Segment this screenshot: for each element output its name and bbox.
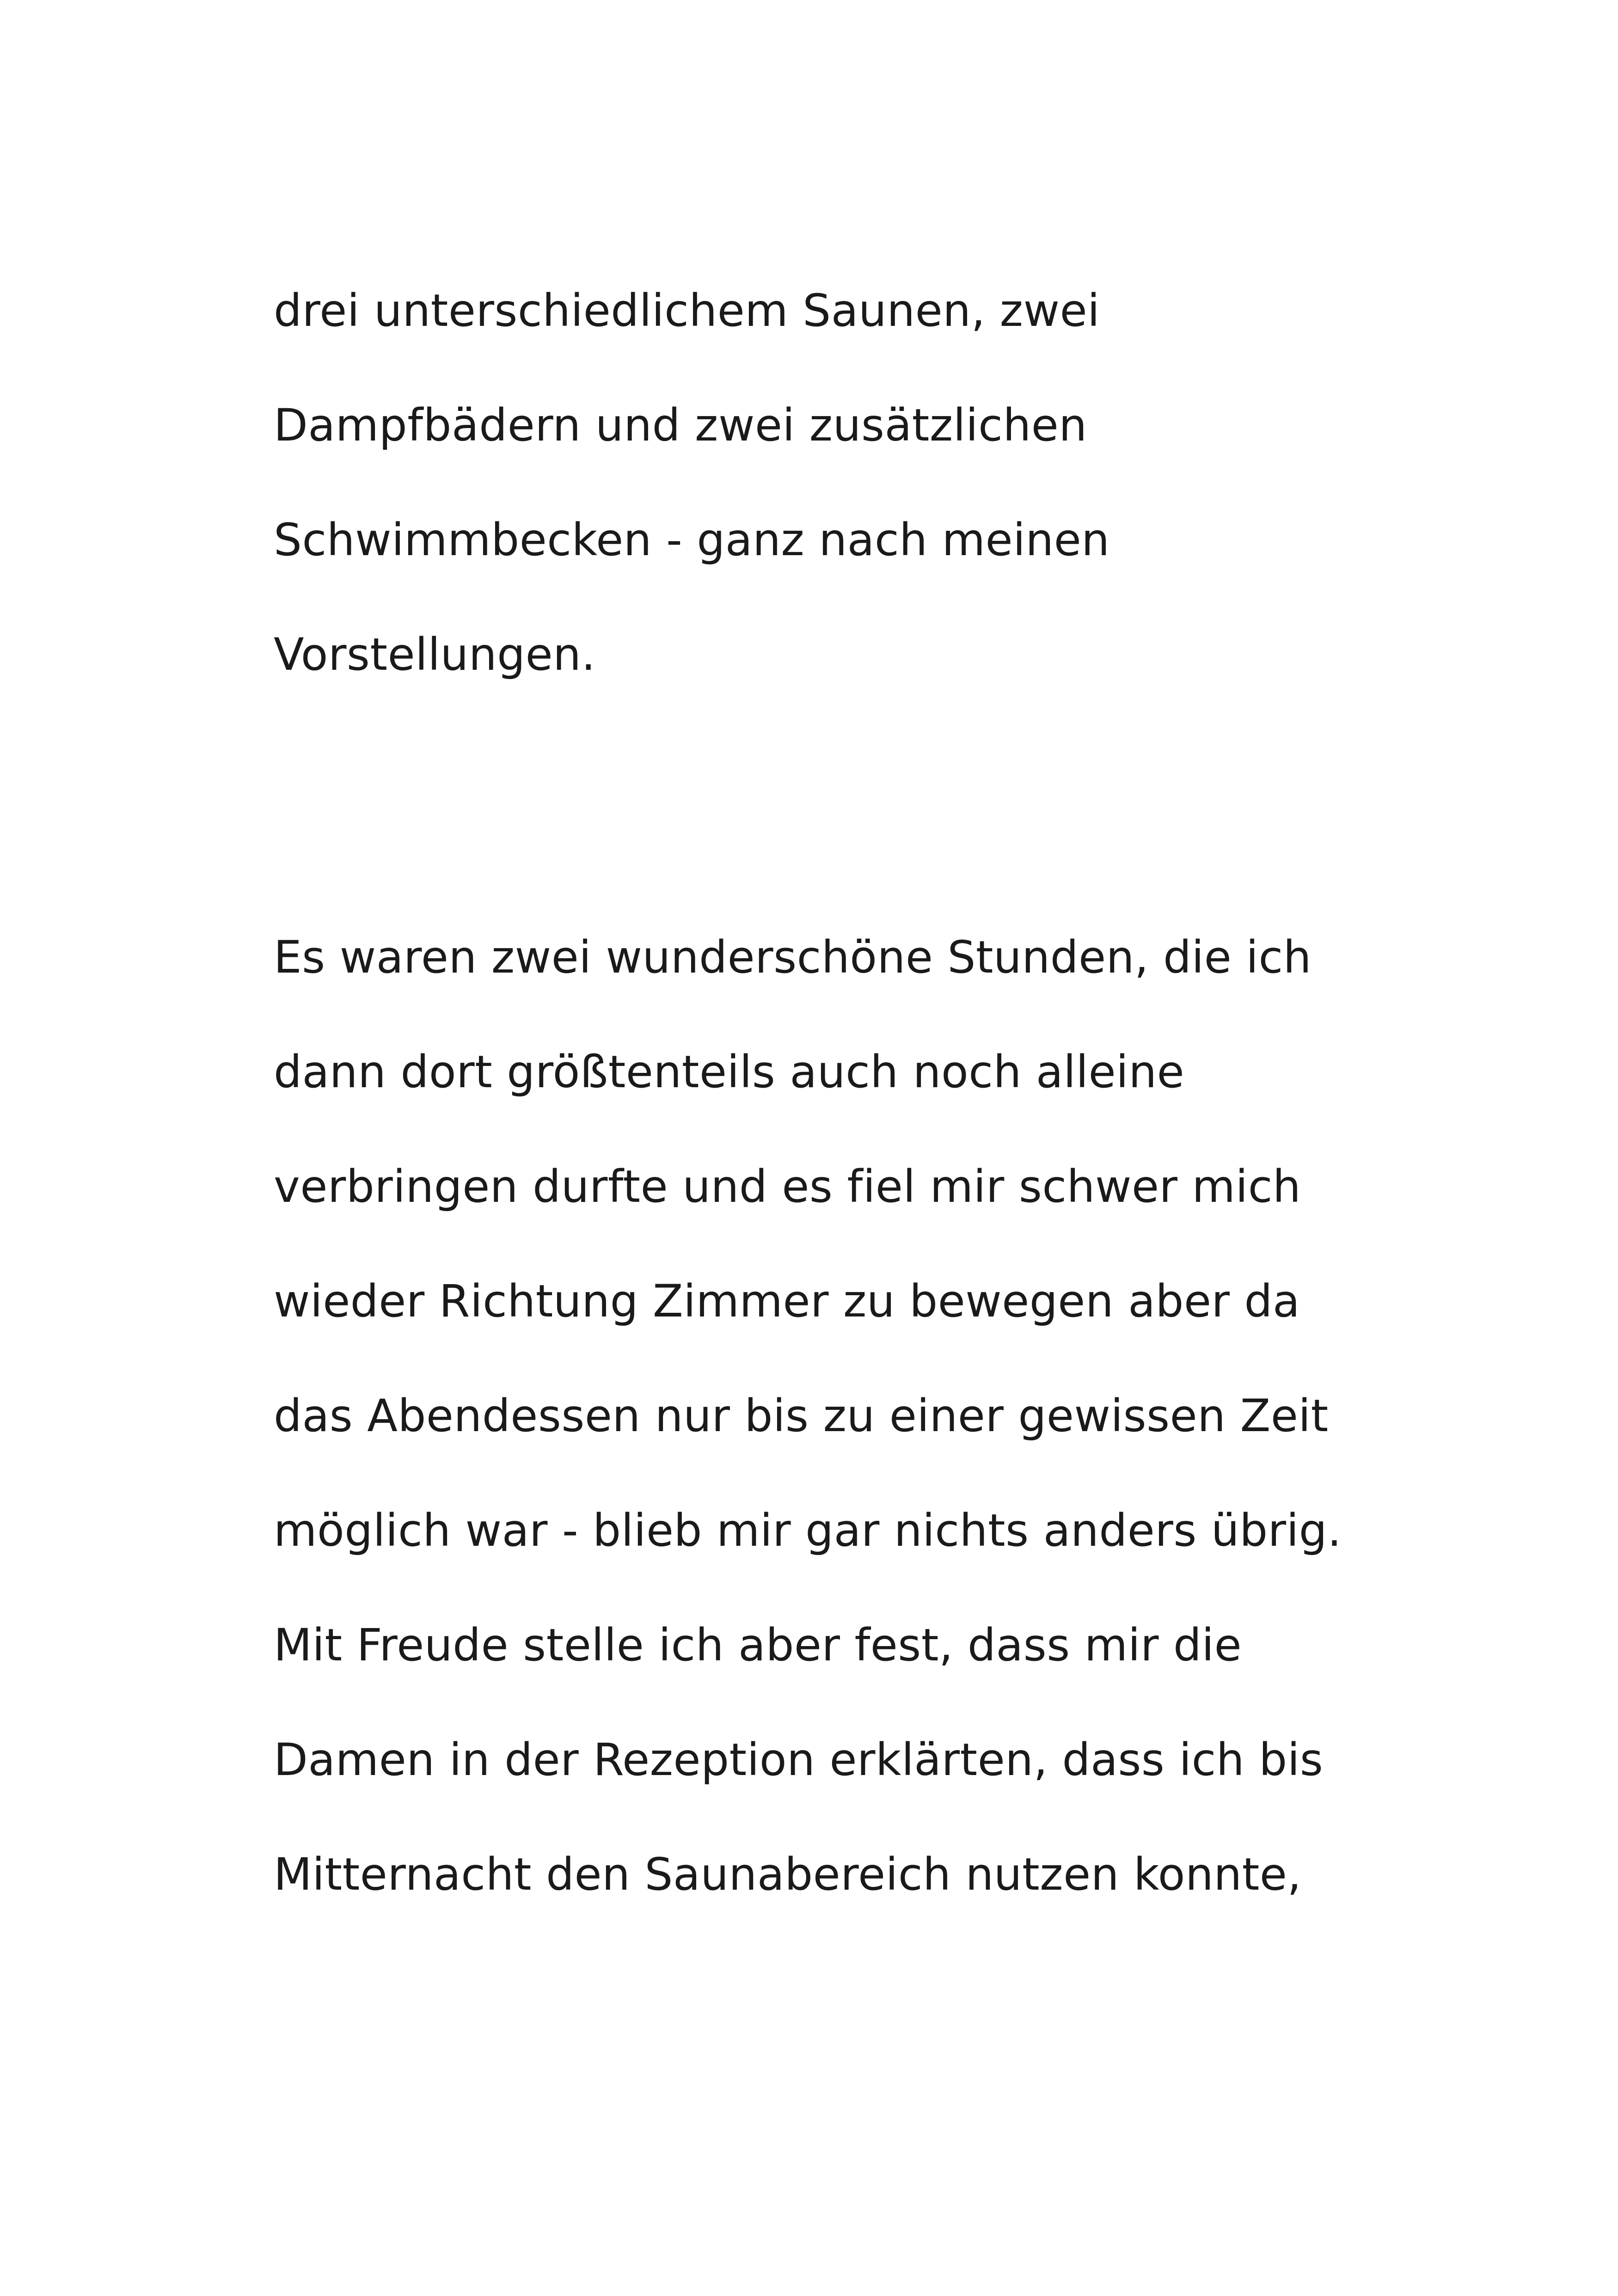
text-line: Es waren zwei wunderschöne Stunden, die ich [274, 931, 1312, 983]
text-line: Schwimmbecken - ganz nach meinen [274, 514, 1110, 566]
paragraph-2 [274, 900, 1406, 1932]
text-line: verbringen durfte und es fiel mir schwer mich [274, 1161, 1301, 1212]
text-line: Dampfbädern und zwei zusätzlichen [274, 399, 1087, 451]
text-line: Vorstellungen. [274, 629, 596, 680]
text-line: das Abendessen nur bis zu einer gewissen Zeit [274, 1390, 1329, 1442]
paragraph-1 [274, 253, 1406, 712]
text-line: Mit Freude stelle ich aber fest, dass mir die [274, 1619, 1242, 1671]
text-line: Damen in der Rezeption erklärten, dass ich bis [274, 1734, 1324, 1786]
text-line: wieder Richtung Zimmer zu bewegen aber da [274, 1275, 1300, 1327]
text-line: dann dort größtenteils auch noch alleine [274, 1046, 1185, 1098]
text-line: Mitternacht den Saunabereich nutzen konnte, [274, 1849, 1302, 1900]
text-line: möglich war - blieb mir gar nichts anders übrig. [274, 1505, 1342, 1556]
text-line: drei unterschiedlichem Saunen, zwei [274, 285, 1100, 337]
